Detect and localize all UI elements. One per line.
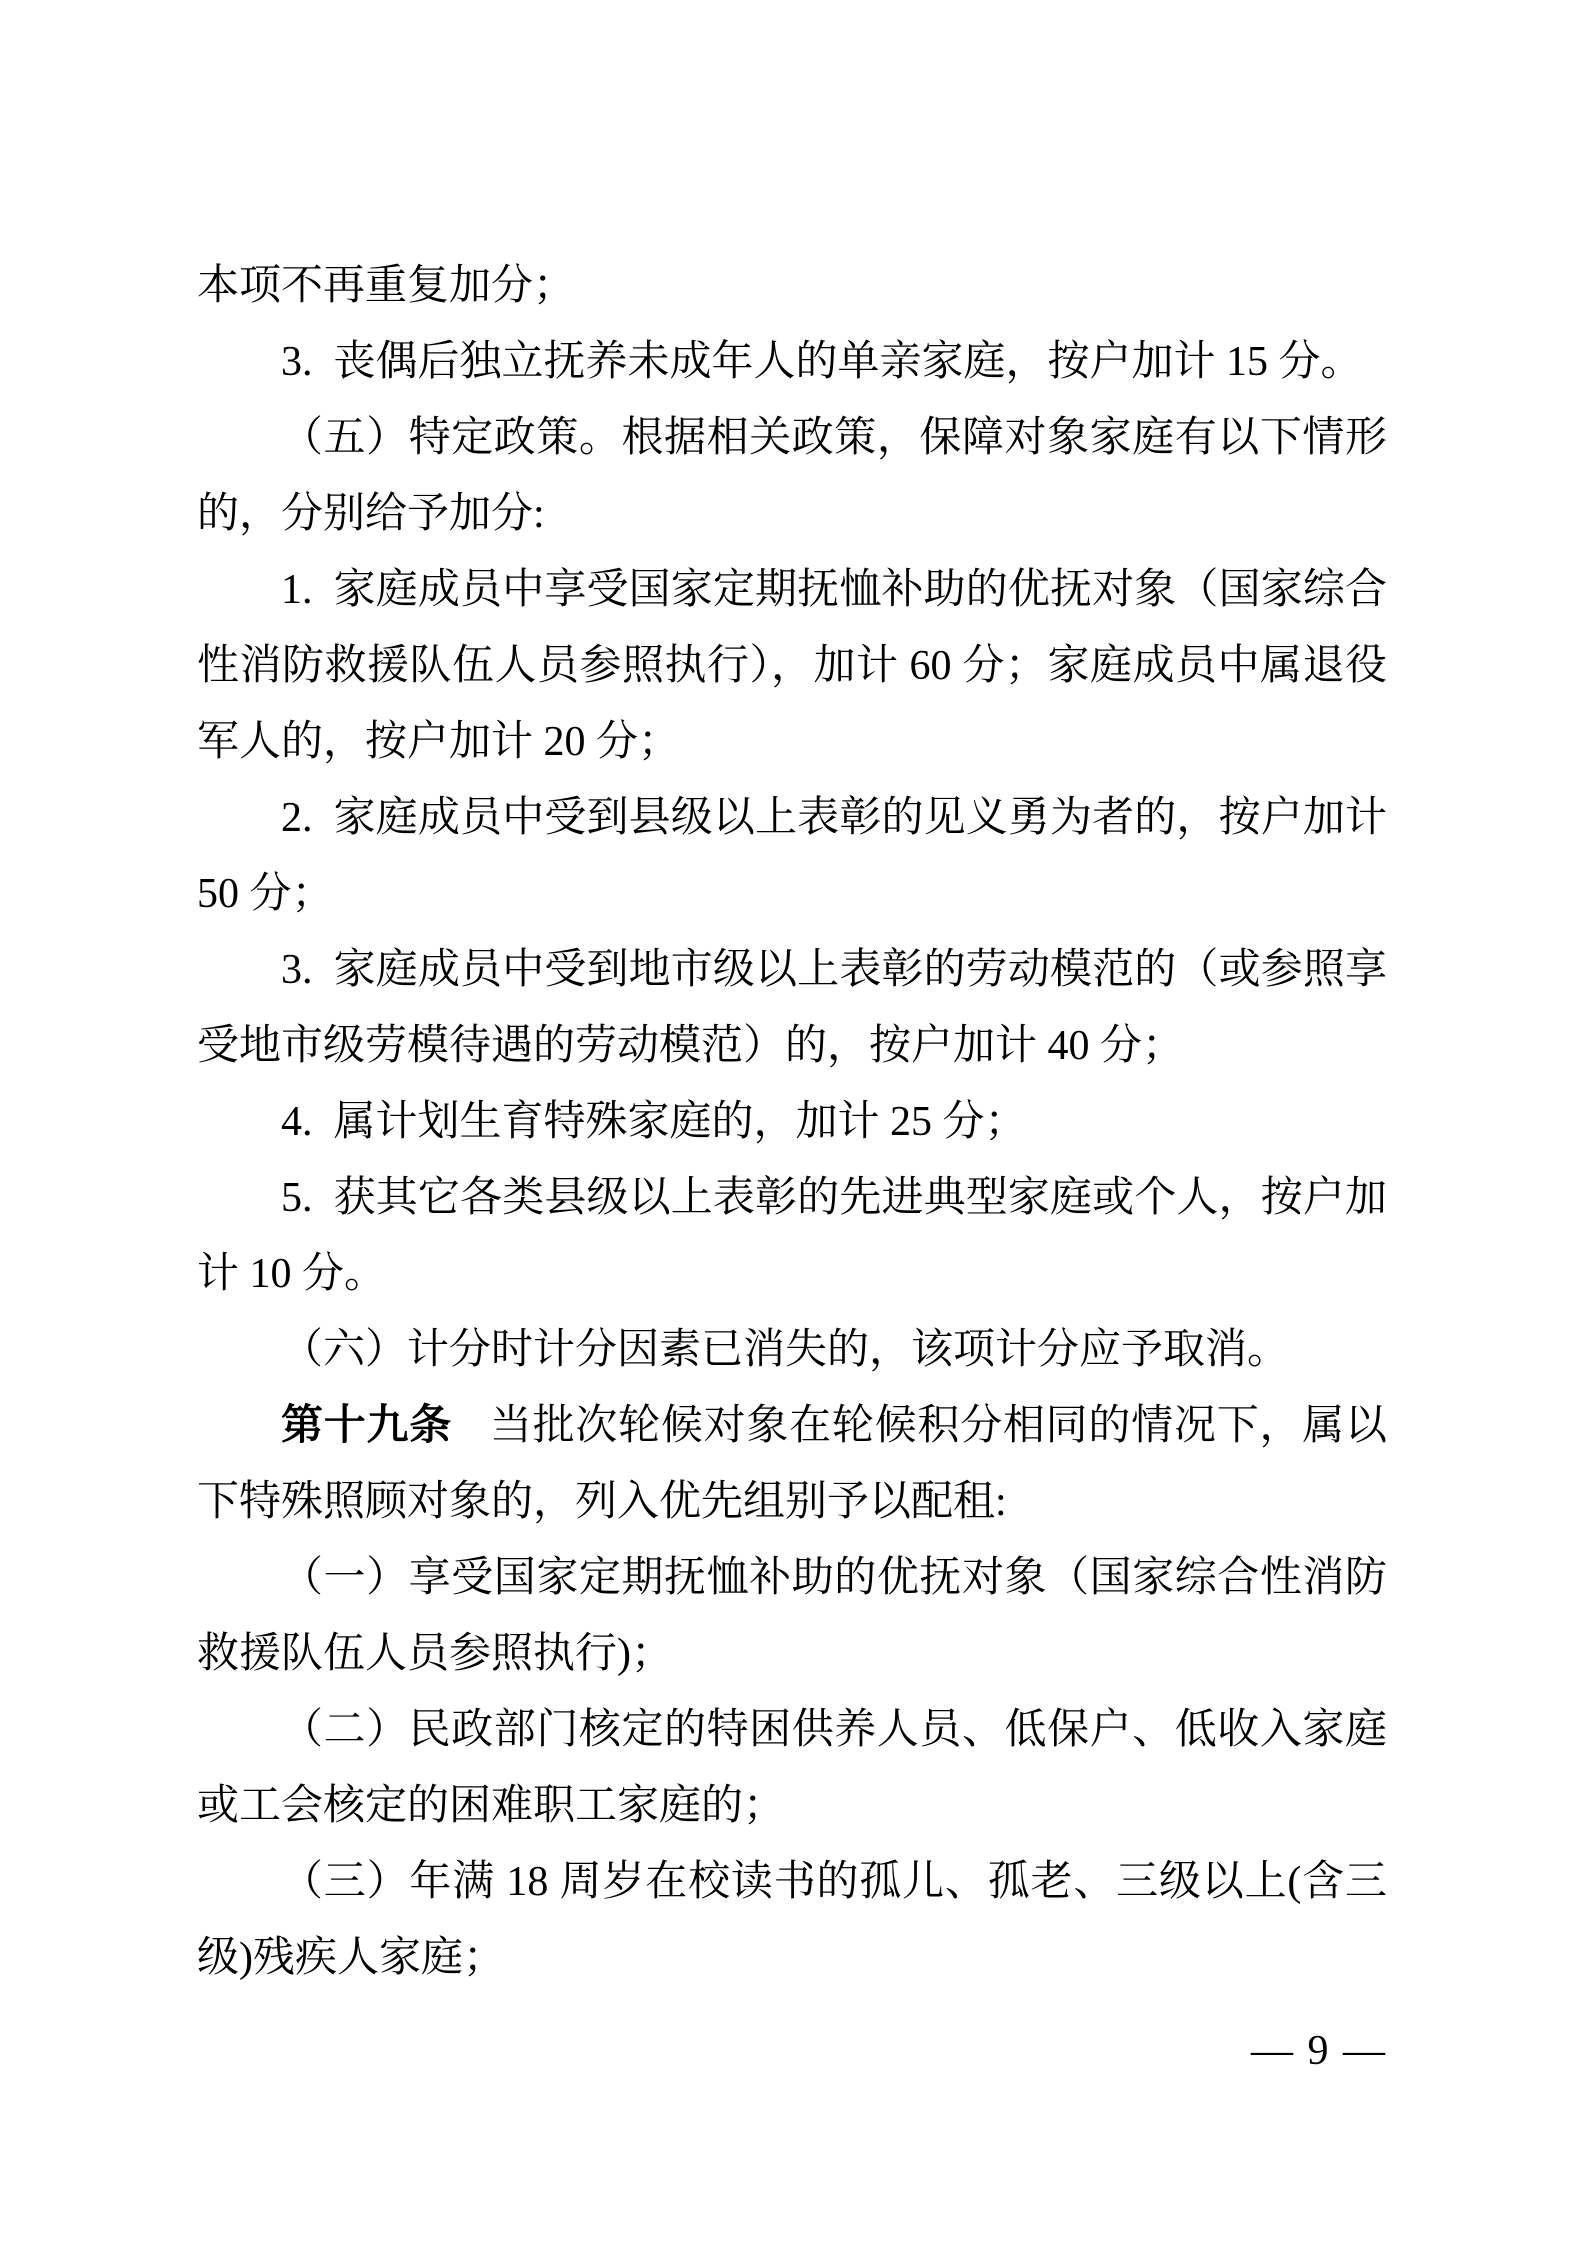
document-body — [197, 248, 1387, 1996]
page-number: — 9 — — [1251, 2028, 1387, 2074]
page-footer — [197, 2026, 1387, 2076]
article-19-text: 当批次轮候对象在轮候积分相同的情况下，属以下特殊照顾对象的，列入优先组别予以配租: — [197, 1403, 1387, 1525]
article-19-number: 第十九条 — [281, 1403, 453, 1449]
paragraph-item-3-widowed: 3. 丧偶后独立抚养未成年人的单亲家庭，按户加计 15 分。 — [281, 339, 1363, 385]
paragraph-item-1-veterans: 1. 家庭成员中享受国家定期抚恤补助的优抚对象（国家综合性消防救援队伍人员参照执行），加计 60 分；家庭成员中属退役军人的，按户加计 20 分； — [197, 567, 1387, 765]
paragraph-article-19 — [197, 1388, 1387, 1540]
paragraph-priority-3: （三）年满 18 周岁在校读书的孤儿、孤老、三级以上(含三级)残疾人家庭； — [197, 1859, 1387, 1981]
paragraph-priority-2: （二）民政部门核定的特困供养人员、低保户、低收入家庭或工会核定的困难职工家庭的； — [197, 1707, 1387, 1829]
paragraph-priority-1: （一）享受国家定期抚恤补助的优抚对象（国家综合性消防救援队伍人员参照执行)； — [197, 1555, 1387, 1677]
paragraph-clause-5-special-policy: （五）特定政策。根据相关政策，保障对象家庭有以下情形的，分别给予加分: — [197, 415, 1387, 537]
paragraph-item-3-model-worker: 3. 家庭成员中受到地市级以上表彰的劳动模范的（或参照享受地市级劳模待遇的劳动模范）的，按户加计 40 分； — [197, 947, 1387, 1069]
paragraph-item-4-family-planning: 4. 属计划生育特殊家庭的，加计 25 分； — [281, 1099, 1027, 1145]
paragraph-clause-6-score-cancel: （六）计分时计分因素已消失的，该项计分应予取消。 — [281, 1327, 1290, 1373]
paragraph-continuation: 本项不再重复加分； — [197, 263, 576, 309]
paragraph-item-2-bravery: 2. 家庭成员中受到县级以上表彰的见义勇为者的，按户加计 50 分； — [197, 795, 1387, 917]
paragraph-item-5-exemplary: 5. 获其它各类县级以上表彰的先进典型家庭或个人，按户加计 10 分。 — [197, 1175, 1387, 1297]
